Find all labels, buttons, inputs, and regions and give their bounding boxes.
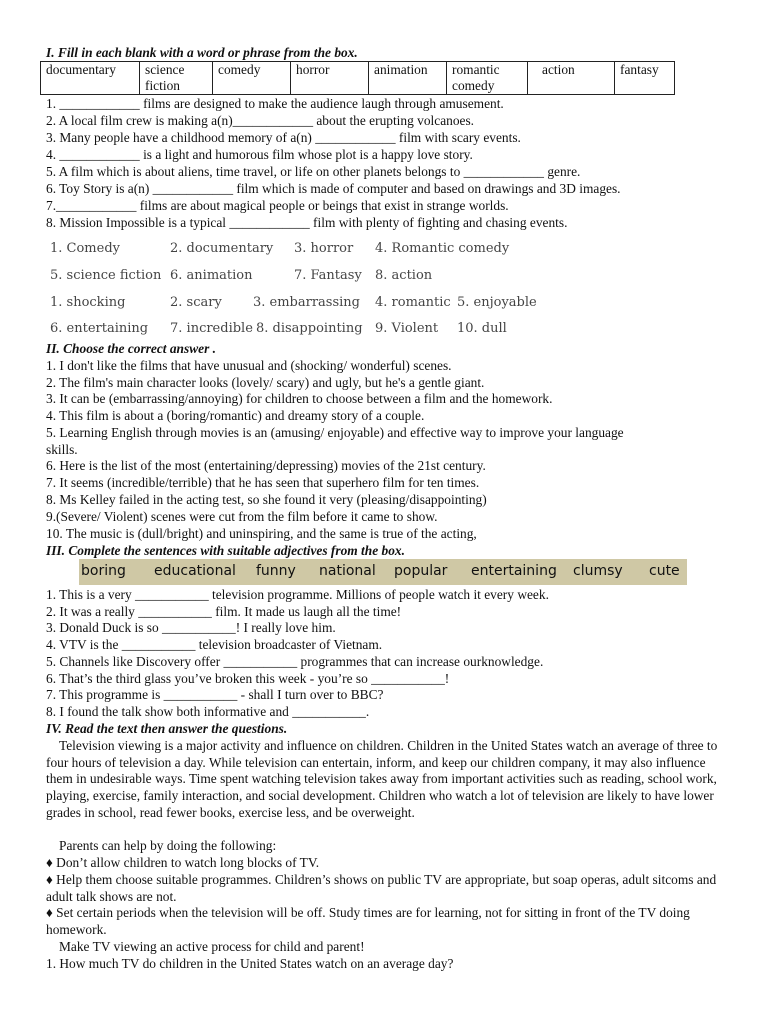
word-box-word: horror [296, 62, 330, 77]
adjective-word: educational [154, 563, 236, 579]
word-box-cell [291, 62, 369, 95]
s1-sentence: 2. A local film crew is making a(n)____________ about the erupting volcanoes. [46, 113, 475, 128]
adjective-word: boring [81, 563, 126, 579]
s1-sentence: 3. Many people have a childhood memory of a(n) ____________ film with scary events. [46, 130, 521, 145]
s3-sentence: 8. I found the talk show both informative and ___________. [46, 704, 370, 719]
word-box-cell [528, 62, 615, 95]
word-box-word: fantasy [620, 62, 659, 77]
word-box-word: fiction [145, 78, 180, 93]
s3-sentence: 1. This is a very ___________ television programme. Millions of people watch it every week. [46, 587, 549, 602]
word-box-cell [140, 62, 213, 95]
answer-key-item: 7. incredible [170, 321, 253, 336]
s2-sentence: 4. This film is about a (boring/romantic) and dreamy story of a couple. [46, 408, 425, 423]
answer-key-item: 1. shocking [50, 295, 126, 310]
adjective-word: entertaining [471, 563, 557, 579]
section3-heading: III. Complete the sentences with suitable adjectives from the box. [46, 543, 405, 558]
s2-sentence: 3. It can be (embarrassing/annoying) for children to choose between a film and the homework. [46, 391, 553, 406]
s3-sentence: 6. That’s the third glass you’ve broken this week - you’re so ___________! [46, 671, 450, 686]
s1-sentence: 7.____________ films are about magical people or beings that exist in strange worlds. [46, 198, 509, 213]
word-box-word: comedy [452, 78, 495, 93]
adjective-word: popular [394, 563, 448, 579]
answer-key-item: 3. embarrassing [253, 295, 361, 310]
word-box-cell [41, 62, 140, 95]
word-box-cell [447, 62, 528, 95]
s2-sentence: 9.(Severe/ Violent) scenes were cut from the film before it came to show. [46, 509, 438, 524]
s2-sentence: 5. Learning English through movies is an (amusing/ enjoyable) and effective way to improve your language [46, 425, 624, 440]
adjective-word: clumsy [573, 563, 623, 579]
adjective-box [79, 559, 687, 585]
s3-sentence: 2. It was a really ___________ film. It made us laugh all the time! [46, 604, 402, 619]
question-item: 1. How much TV do children in the United States watch on an average day? [46, 956, 454, 971]
adjective-word: national [319, 563, 376, 579]
answer-key-item: 6. animation [170, 268, 253, 283]
answer-key-item: 4. romantic [375, 295, 451, 310]
s1-sentence: 5. A film which is about aliens, time travel, or life on other planets belongs to ____________ genre. [46, 164, 581, 179]
answer-key-item: 8. disappointing [256, 321, 363, 336]
s2-sentence: 10. The music is (dull/bright) and uninspiring, and the same is true of the acting, [46, 526, 477, 541]
bullet-item: ♦ Help them choose suitable programmes. Children’s shows on public TV are appropriate, but soap operas, adult sitcoms and adult talk shows are not. [46, 872, 717, 904]
s2-sentence: 6. Here is the list of the most (entertaining/depressing) movies of the 21st century. [46, 458, 486, 473]
answer-key-item: 2. scary [170, 295, 222, 310]
s2-sentence: 1. I don't like the films that have unusual and (shocking/ wonderful) scenes. [46, 358, 452, 373]
answer-key-item: 4. Romantic comedy [375, 241, 510, 256]
section1-heading: I. Fill in each blank with a word or phrase from the box. [46, 45, 358, 60]
reading-paragraph: Television viewing is a major activity and influence on children. Children in the United States watch an average of three to four hours of television a day. While television can entertain, inform, and keep our children company, it may also influence them in undesirable ways. Time spent watching television takes away from important activities such as reading, school work, playing, exercise, family interaction, and social development. Children who watch a lot of television are likely to have lower grades in school, read fewer books, exercise less, and be overweight. [46, 738, 718, 820]
adjective-word: cute [649, 563, 680, 579]
s2-sentence: 8. Ms Kelley failed in the acting test, so she found it very (pleasing/disappointing) [46, 492, 487, 507]
s3-sentence: 3. Donald Duck is so ___________! I really love him. [46, 620, 336, 635]
s2-sentence: 2. The film's main character looks (lovely/ scary) and ugly, but he's a gentle giant. [46, 375, 485, 390]
s2-sentence: skills. [46, 442, 78, 457]
answer-key-item: 1. Comedy [50, 241, 120, 256]
reading-paragraph: Parents can help by doing the following: [59, 838, 277, 853]
answer-key-item: 6. entertaining [50, 321, 149, 336]
word-box-cell [369, 62, 447, 95]
answer-key-item: 2. documentary [170, 241, 274, 256]
s1-sentence: 6. Toy Story is a(n) ____________ film which is made of computer and based on drawings and 3D images. [46, 181, 621, 196]
word-box-word: science [145, 62, 185, 77]
answer-key-item: 8. action [375, 268, 433, 283]
bullet-item: ♦ Set certain periods when the television will be off. Study times are for learning, not for sitting in front of the TV doing homework. [46, 905, 690, 937]
reading-paragraph: Make TV viewing an active process for child and parent! [59, 939, 365, 954]
answer-key-item: 5. science fiction [50, 268, 162, 283]
s2-sentence: 7. It seems (incredible/terrible) that he has seen that superhero film for ten times. [46, 475, 480, 490]
s1-sentence: 4. ____________ is a light and humorous film whose plot is a happy love story. [46, 147, 473, 162]
bullet-item: ♦ Don’t allow children to watch long blocks of TV. [46, 855, 320, 870]
word-box-word: action [542, 62, 575, 77]
s1-sentence: 1. ____________ films are designed to make the audience laugh through amusement. [46, 96, 504, 111]
answer-key-item: 9. Violent [375, 321, 439, 336]
word-box-table [40, 61, 675, 95]
answer-key-item: 5. enjoyable [457, 295, 537, 310]
answer-key-item: 10. dull [457, 321, 507, 336]
section4-heading: IV. Read the text then answer the questions. [46, 721, 288, 736]
s1-sentence: 8. Mission Impossible is a typical ____________ film with plenty of fighting and chasing events. [46, 215, 568, 230]
section2-heading: II. Choose the correct answer . [46, 341, 216, 356]
s3-sentence: 5. Channels like Discovery offer ___________ programmes that can increase ourknowledge. [46, 654, 544, 669]
word-box-cell [615, 62, 675, 95]
word-box-word: comedy [218, 62, 261, 77]
word-box-word: animation [374, 62, 428, 77]
word-box-cell [213, 62, 291, 95]
word-box-word: documentary [46, 62, 116, 77]
answer-key-item: 3. horror [294, 241, 354, 256]
s3-sentence: 4. VTV is the ___________ television broadcaster of Vietnam. [46, 637, 383, 652]
s3-sentence: 7. This programme is ___________ - shall I turn over to BBC? [46, 687, 384, 702]
adjective-word: funny [256, 563, 296, 579]
word-box-word: romantic [452, 62, 500, 77]
answer-key-item: 7. Fantasy [294, 268, 362, 283]
